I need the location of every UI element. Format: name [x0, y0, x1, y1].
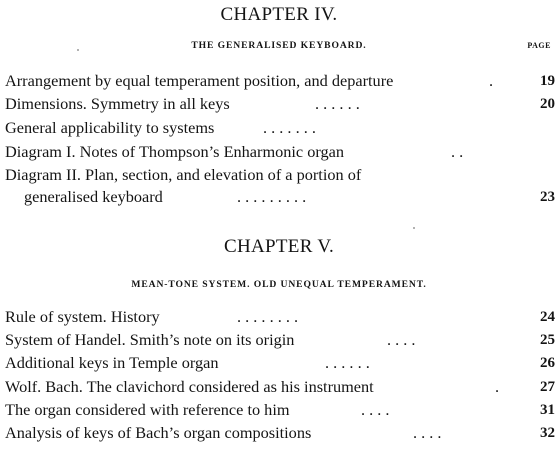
leader-dots: . . . . [361, 400, 390, 419]
toc-entry-text: Arrangement by equal temperament position, and departure [5, 71, 394, 90]
paper-speck [77, 49, 79, 51]
toc-entry-page: 27 [540, 379, 555, 395]
toc-entry [5, 141, 555, 163]
leader-dots: . . . . [413, 423, 442, 442]
leader-dots: . . . . . . . . [237, 307, 299, 326]
leader-dots: . . . . . . . [263, 118, 316, 137]
chapter-5-subtitle: MEAN-TONE SYSTEM. OLD UNEQUAL TEMPERAMENT. [131, 279, 427, 290]
toc-entry [5, 352, 555, 374]
toc-entry-text: Rule of system. History [5, 307, 160, 326]
toc-entry [5, 399, 555, 421]
toc-entry-page: 20 [540, 96, 555, 112]
leader-dots: . . . . . . [325, 353, 370, 372]
toc-entry-text: System of Handel. Smith’s note on its origin [5, 330, 295, 349]
toc-entry [5, 376, 555, 398]
toc-entry-continuation: generalised keyboard [24, 187, 163, 206]
toc-entry [5, 70, 555, 92]
toc-entry-text: Analysis of keys of Bach’s organ compositions [5, 423, 312, 442]
leader-dots: . [495, 377, 500, 396]
toc-entry-text: Diagram II. Plan, section, and elevation of a portion of [5, 165, 362, 184]
leader-dots: . . . . [387, 330, 416, 349]
paper-speck [413, 227, 415, 229]
toc-entry-page: 24 [540, 309, 555, 325]
page-column-label: PAGE [527, 41, 551, 50]
toc-entry-page: 32 [540, 425, 555, 441]
toc-entry [5, 164, 555, 208]
leader-dots: . . [451, 142, 464, 161]
chapter-5-title: CHAPTER V. [224, 236, 334, 257]
toc-entry-page: 23 [540, 189, 555, 205]
toc-entry [5, 422, 555, 444]
leader-dots: . [489, 71, 494, 90]
toc-entry-text: Dimensions. Symmetry in all keys [5, 94, 230, 113]
toc-entry-page: 26 [540, 355, 555, 371]
chapter-4-subtitle: THE GENERALISED KEYBOARD. [191, 40, 367, 51]
toc-entry-page: 25 [540, 332, 555, 348]
leader-dots: . . . . . . [315, 94, 360, 113]
chapter-4-title: CHAPTER IV. [220, 4, 338, 25]
toc-entry-text: Wolf. Bach. The clavichord considered as his instrument [5, 377, 374, 396]
toc-entry [5, 93, 555, 115]
toc-entry [5, 306, 555, 328]
leader-dots: . . . . . . . . . [237, 187, 307, 206]
toc-entry-page: 19 [540, 73, 555, 89]
toc-entry-text: The organ considered with reference to him [5, 400, 290, 419]
toc-entry-text: General applicability to systems [5, 118, 215, 137]
toc-entry-text: Diagram I. Notes of Thompson’s Enharmonic organ [5, 142, 344, 161]
toc-entry [5, 117, 555, 139]
toc-entry [5, 329, 555, 351]
toc-entry-text: Additional keys in Temple organ [5, 353, 219, 372]
toc-entry-page: 31 [540, 402, 555, 418]
